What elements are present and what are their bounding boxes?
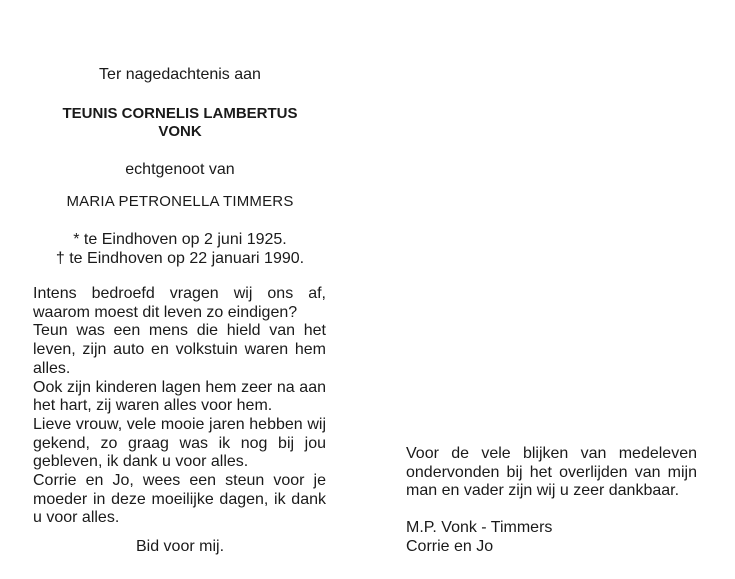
memorial-poem — [33, 285, 326, 528]
intro-text: Ter nagedachtenis aan — [99, 66, 261, 83]
thanks-note — [406, 445, 697, 501]
signature-line1: M.P. Vonk - Timmers — [406, 519, 553, 536]
deceased-name-line1: TEUNIS CORNELIS LAMBERTUS — [62, 105, 298, 122]
spouse-label: echtgenoot van — [125, 161, 235, 178]
death-line: † te Eindhoven op 22 januari 1990. — [55, 250, 305, 267]
signature — [406, 518, 552, 556]
poem-paragraph: Ook zijn kinderen lagen hem zeer na aan het hart, zij waren alles voor hem. — [33, 378, 326, 415]
signature-line2: Corrie en Jo — [406, 538, 494, 555]
poem-paragraph: Teun was een mens die hield van het leven, zijn auto en volkstuin waren hem alles. — [33, 322, 326, 377]
poem-paragraph: Lieve vrouw, vele mooie jaren hebben wij gekend, zo graag was ik nog bij jou gebleven, ik dank u voor alles. — [33, 415, 326, 471]
prayer-text: Bid voor mij. — [135, 538, 225, 555]
poem-paragraph: Intens bedroefd vragen wij ons af, waarom moest dit leven zo eindigen? — [33, 285, 326, 321]
deceased-name — [30, 105, 330, 141]
poem-paragraph: Corrie en Jo, wees een steun voor je moeder in deze moeilijke dagen, ik dank u voor alles. — [33, 472, 326, 527]
spouse-name: MARIA PETRONELLA TIMMERS — [66, 193, 294, 210]
deceased-name-line2: VONK — [158, 123, 202, 140]
birth-line: * te Eindhoven op 2 juni 1925. — [73, 231, 287, 248]
life-dates — [30, 230, 330, 268]
thanks-text: Voor de vele blijken van medeleven ondervonden bij het overlijden van mijn man en vader zijn wij u zeer dankbaar. — [406, 445, 697, 500]
